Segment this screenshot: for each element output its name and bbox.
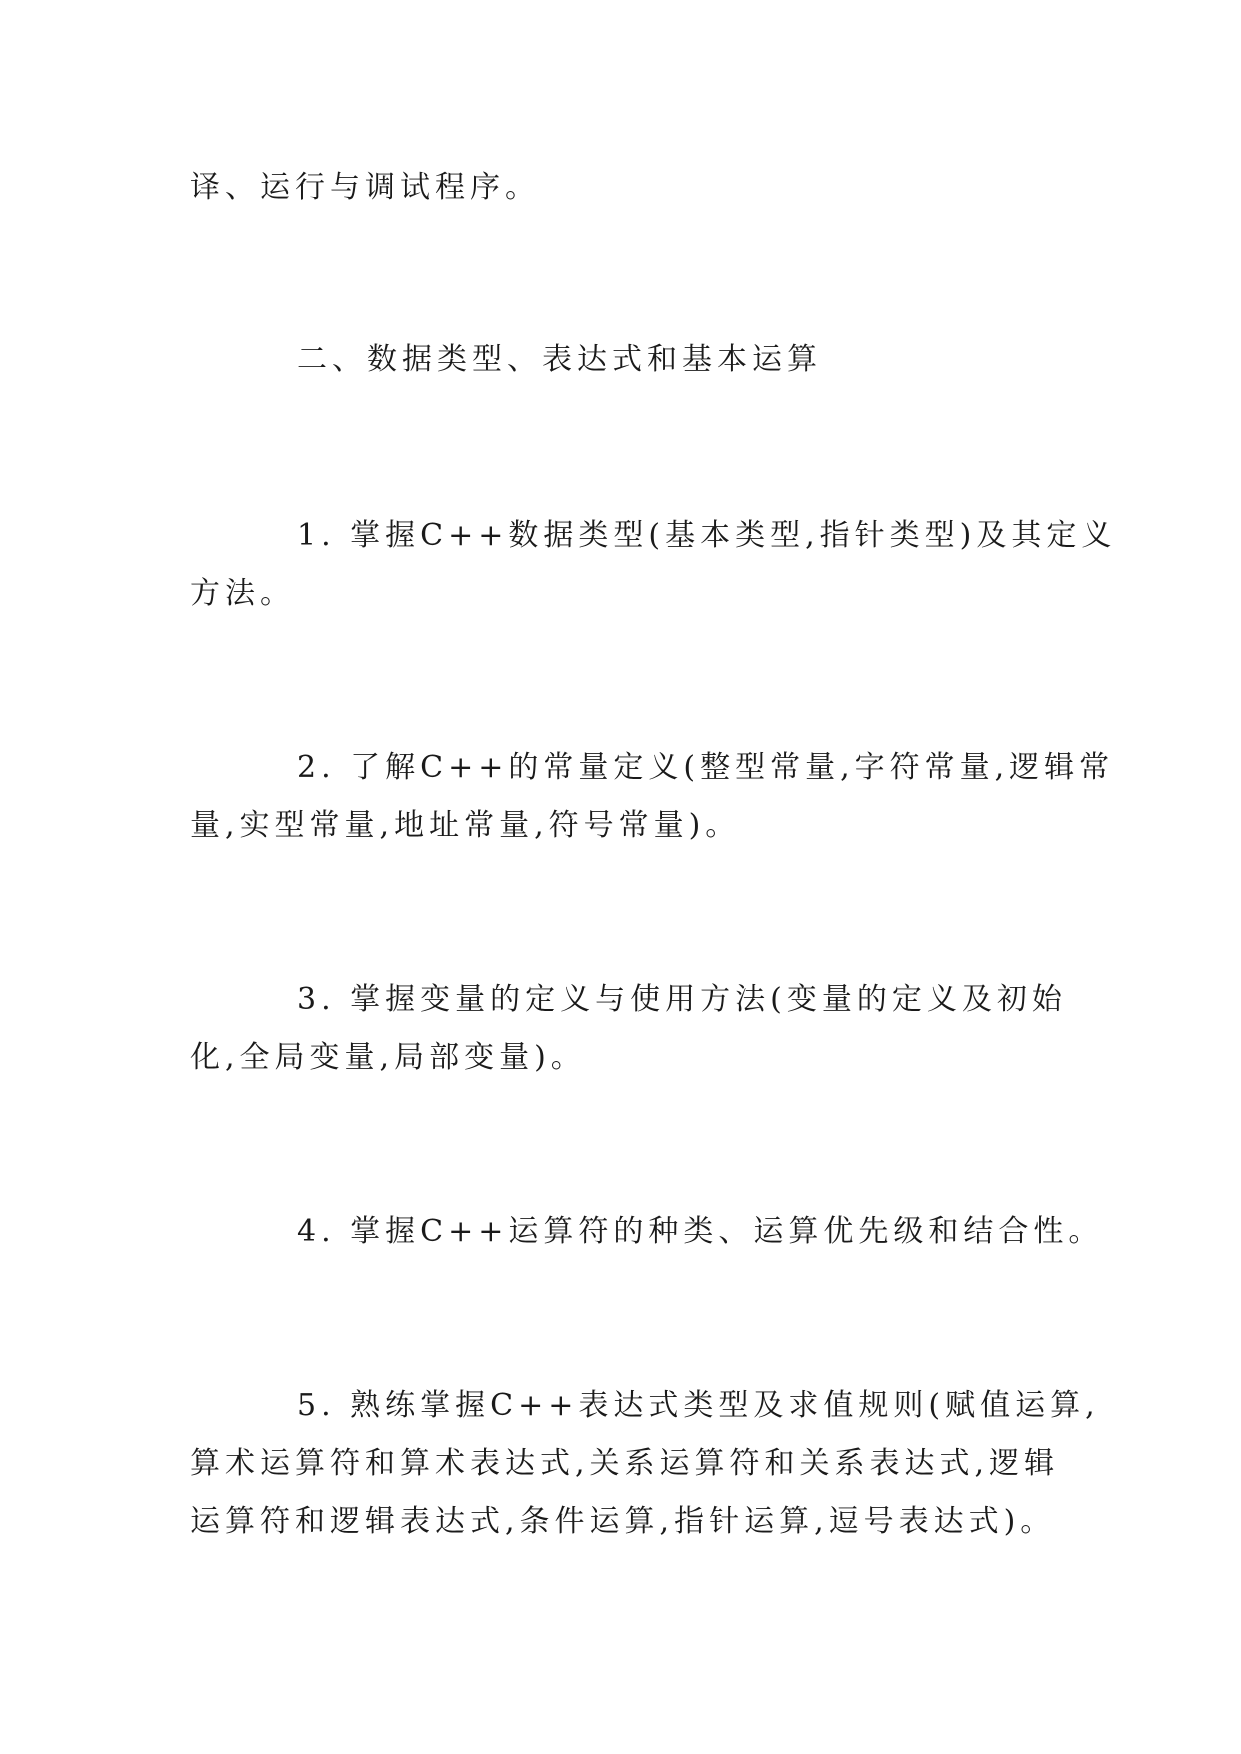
item-1-line-1: 1. 掌握C++数据类型(基本类型,指针类型)及其定义: [297, 518, 1117, 553]
text-line-continuation: 译、运行与调试程序。: [190, 170, 540, 205]
section-heading: 二、数据类型、表达式和基本运算: [297, 342, 822, 377]
item-1-line-2: 方法。: [190, 576, 295, 611]
item-5-line-2: 算术运算符和算术表达式,关系运算符和关系表达式,逻辑: [190, 1446, 1060, 1481]
item-5-line-1: 5. 熟练掌握C++表达式类型及求值规则(赋值运算,: [297, 1388, 1100, 1423]
item-4-line-1: 4. 掌握C++运算符的种类、运算优先级和结合性。: [297, 1214, 1104, 1249]
item-2-line-1: 2. 了解C++的常量定义(整型常量,字符常量,逻辑常: [297, 750, 1115, 785]
item-3-line-1: 3. 掌握变量的定义与使用方法(变量的定义及初始: [297, 982, 1067, 1017]
item-5-line-3: 运算符和逻辑表达式,条件运算,指针运算,逗号表达式)。: [190, 1504, 1056, 1539]
item-3-line-2: 化,全局变量,局部变量)。: [190, 1040, 586, 1075]
item-2-line-2: 量,实型常量,地址常量,符号常量)。: [190, 808, 741, 843]
